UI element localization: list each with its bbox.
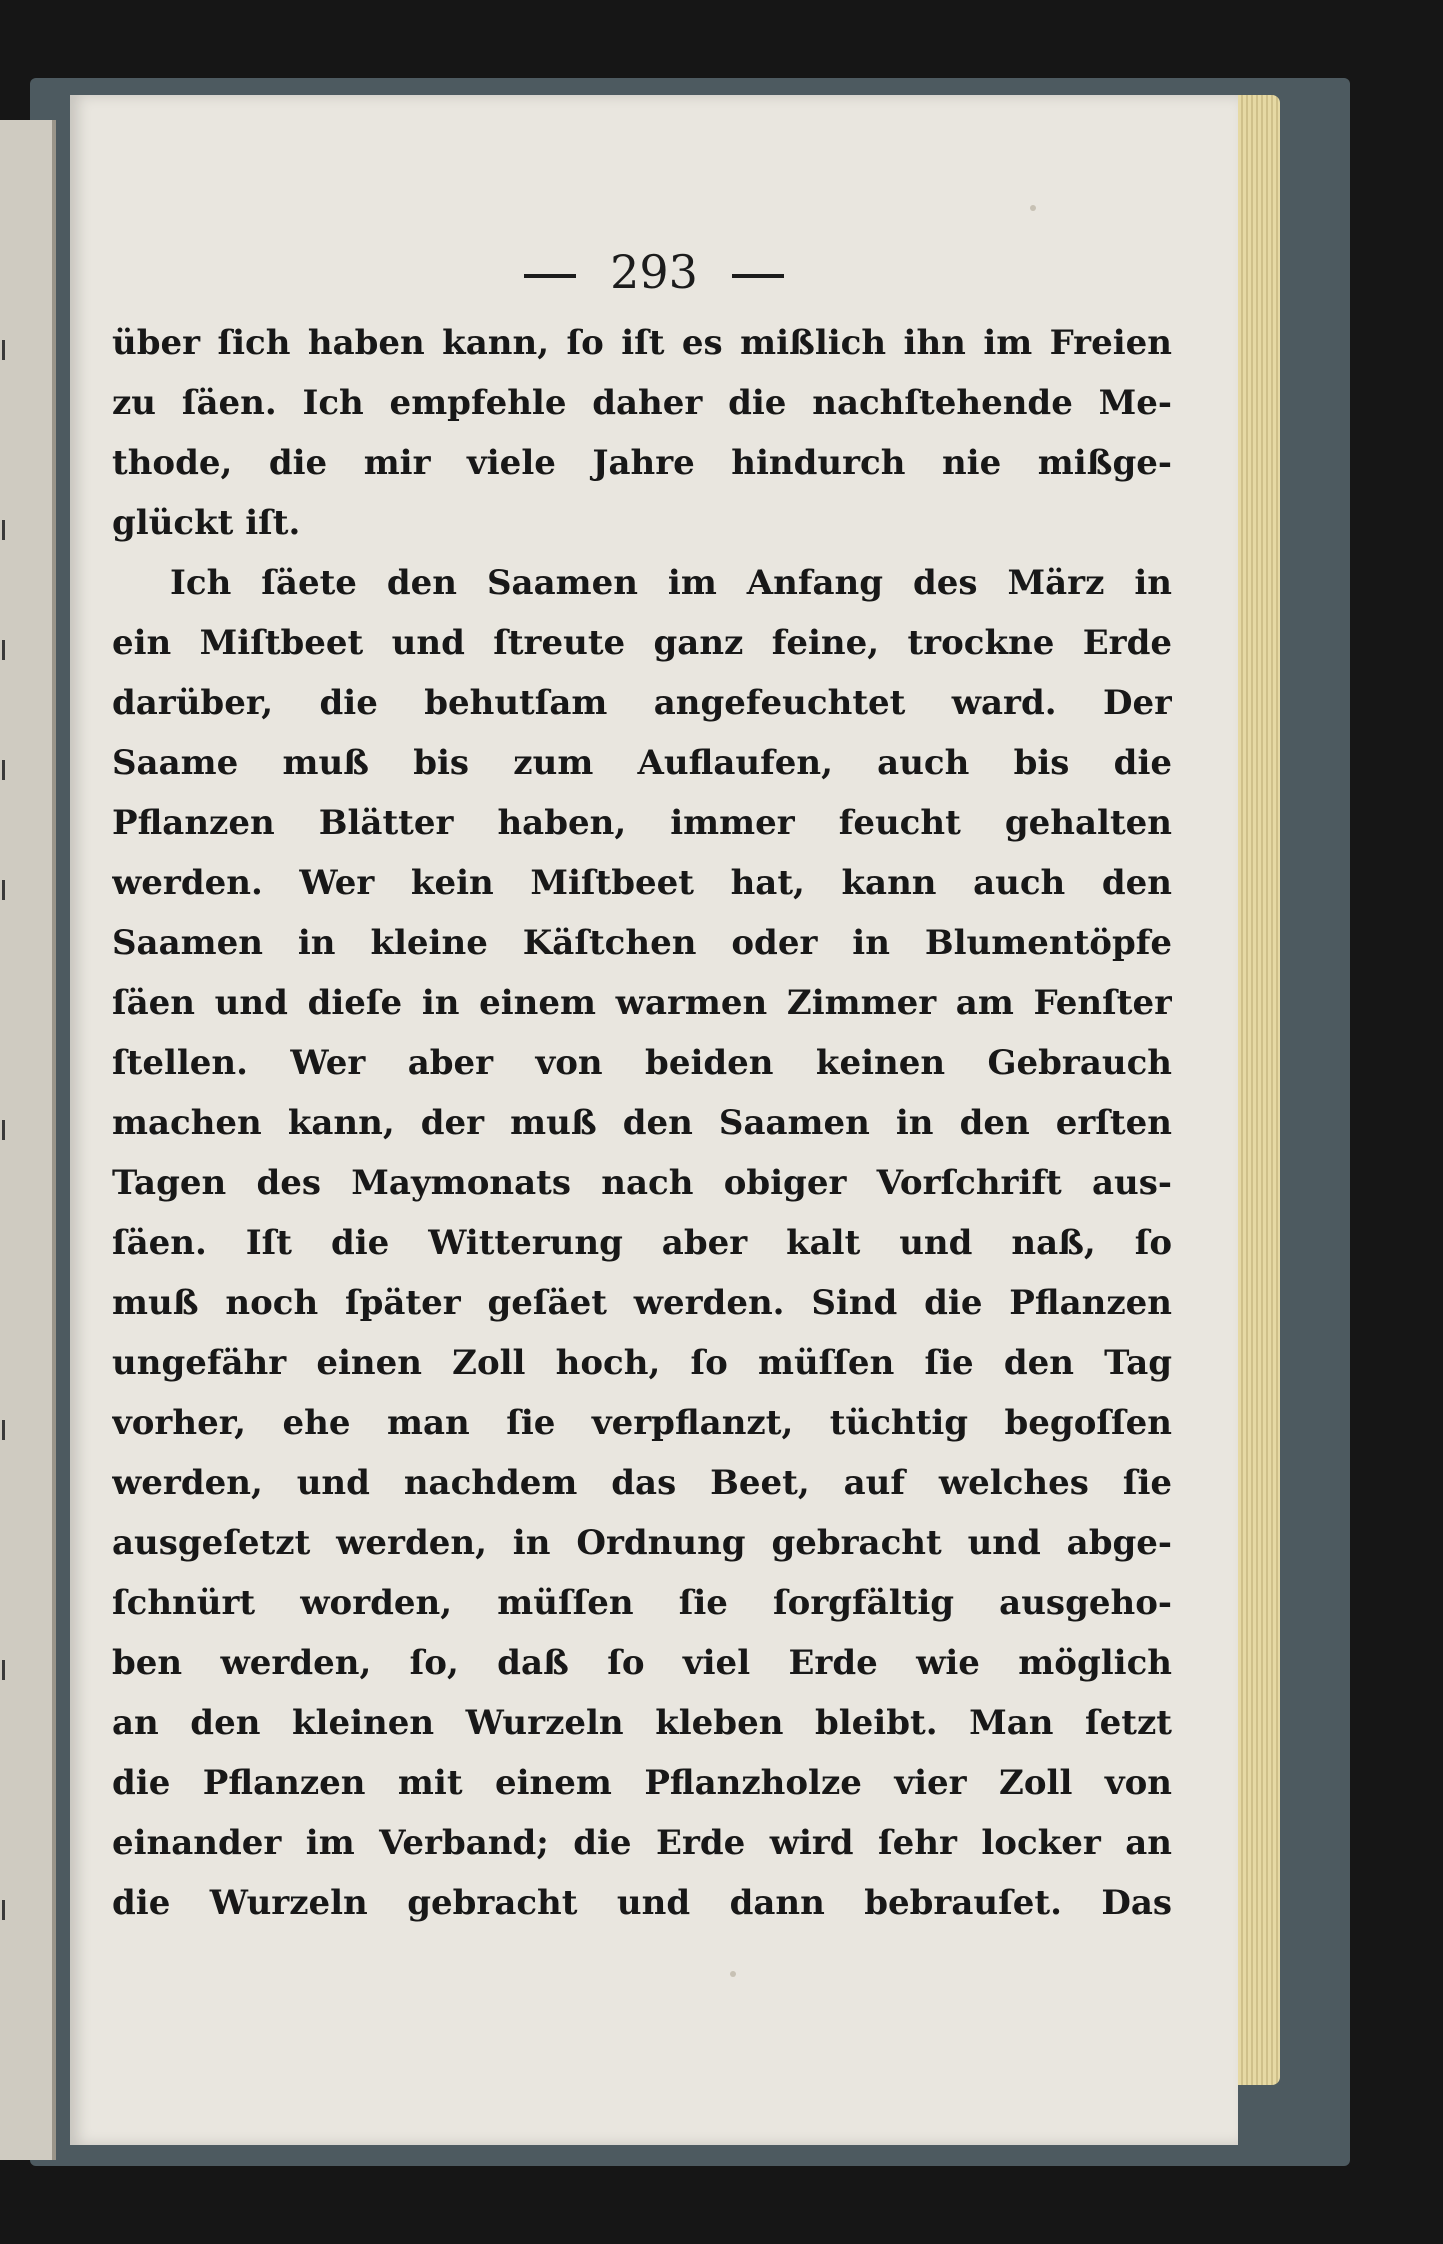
text-line: Pflanzen Blätter haben, immer feucht gehalten <box>112 803 1172 843</box>
text-line: Saame muß bis zum Auflaufen, auch bis die <box>112 743 1172 783</box>
text-line: ein Miſtbeet und ſtreute ganz feine, trockne Erde <box>112 623 1172 663</box>
page-header <box>70 245 1238 299</box>
paper-speck <box>1030 205 1036 211</box>
text-line: werden, und nachdem das Beet, auf welches ſie <box>112 1463 1172 1503</box>
header-dash-left <box>524 274 576 278</box>
header-dash-right <box>732 274 784 278</box>
text-line: glückt iſt. <box>112 503 301 543</box>
paper-speck <box>730 1971 736 1977</box>
text-line: Saamen in kleine Käſtchen oder in Blumentöpfe <box>112 923 1172 963</box>
text-line: über ſich haben kann, ſo iſt es mißlich ihn im Freien <box>112 323 1172 363</box>
text-line: ſäen. Iſt die Witterung aber kalt und naß, ſo <box>112 1223 1172 1263</box>
text-line: zu ſäen. Ich empfehle daher die nachſtehende Me- <box>112 383 1172 423</box>
facing-page-text-fragments <box>0 120 10 2160</box>
text-line: machen kann, der muß den Saamen in den erſten <box>112 1103 1172 1143</box>
text-line: darüber, die behutſam angefeuchtet ward. Der <box>112 683 1172 723</box>
page-number: 293 <box>610 245 698 299</box>
text-line: ungefähr einen Zoll hoch, ſo müſſen ſie den Tag <box>112 1343 1172 1383</box>
text-line: ſtellen. Wer aber von beiden keinen Gebrauch <box>112 1043 1172 1083</box>
text-line: einander im Verband; die Erde wird ſehr locker an <box>112 1823 1172 1863</box>
text-line: die Pflanzen mit einem Pflanzholze vier Zoll von <box>112 1763 1172 1803</box>
text-line: werden. Wer kein Miſtbeet hat, kann auch den <box>112 863 1172 903</box>
text-line: ſchnürt worden, müſſen ſie ſorgfältig ausgeho- <box>112 1583 1172 1623</box>
text-line: die Wurzeln gebracht und dann bebrauſet. Das <box>112 1883 1172 1923</box>
text-line: Tagen des Maymonats nach obiger Vorſchrift aus- <box>112 1163 1172 1203</box>
text-line: an den kleinen Wurzeln kleben bleibt. Man ſetzt <box>112 1703 1172 1743</box>
text-line: thode, die mir viele Jahre hindurch nie mißge- <box>112 443 1172 483</box>
text-line: muß noch ſpäter geſäet werden. Sind die Pflanzen <box>112 1283 1172 1323</box>
text-line: ben werden, ſo, daß ſo viel Erde wie möglich <box>112 1643 1172 1683</box>
body-text <box>112 313 1172 1933</box>
text-line: Ich ſäete den Saamen im Anfang des März in <box>170 563 1172 603</box>
text-line: ſäen und dieſe in einem warmen Zimmer am Fenſter <box>112 983 1172 1023</box>
text-line: vorher, ehe man ſie verpflanzt, tüchtig begoſſen <box>112 1403 1172 1443</box>
book-page <box>70 95 1238 2145</box>
text-line: ausgeſetzt werden, in Ordnung gebracht und abge- <box>112 1523 1172 1563</box>
